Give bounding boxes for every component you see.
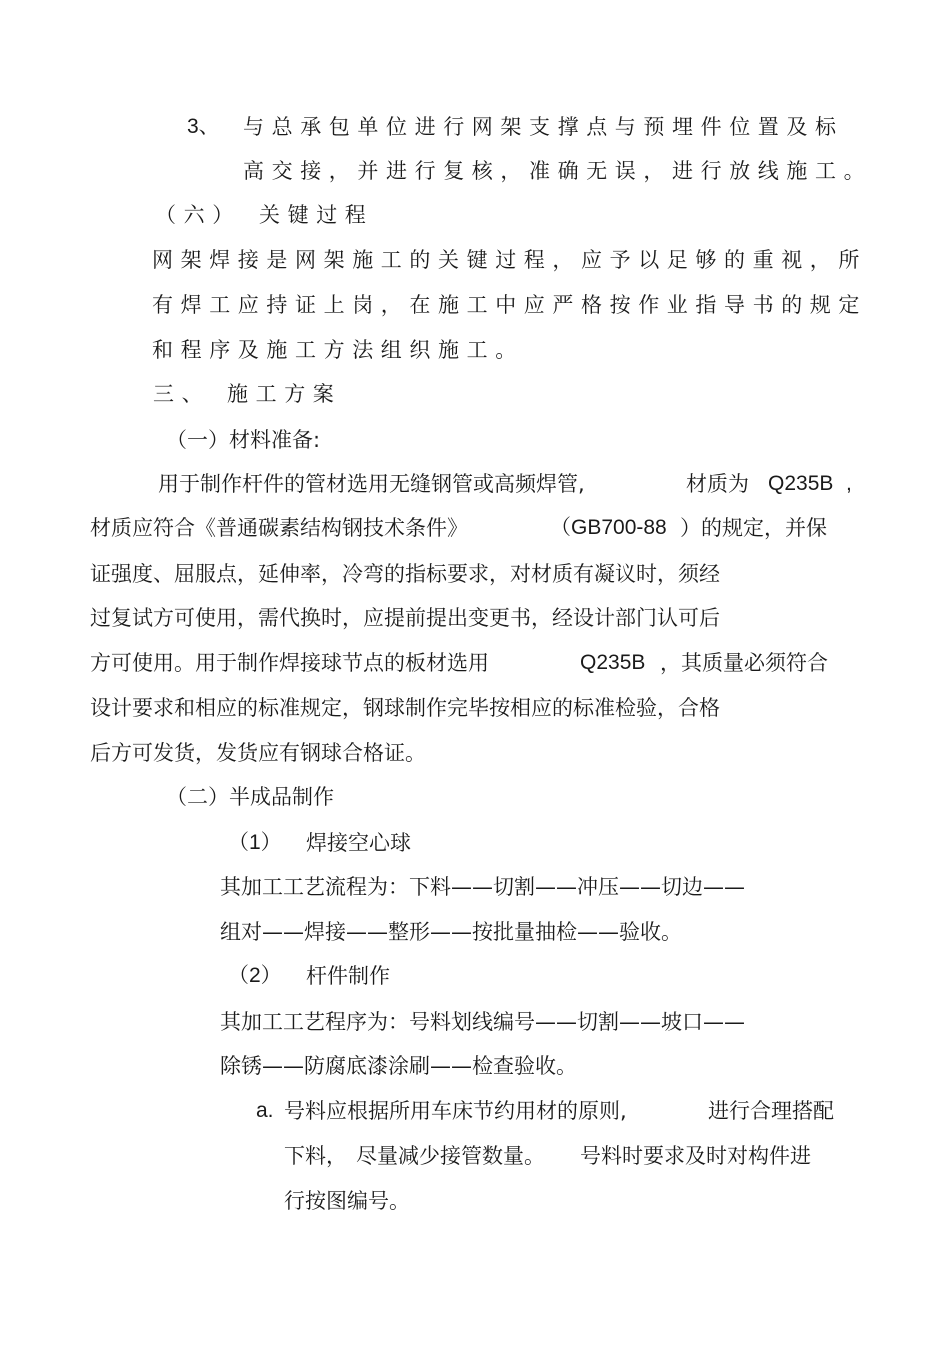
paragraph-text: 号料时要求及时对构件进 xyxy=(580,1144,811,1168)
section-number: （六） xyxy=(155,203,241,227)
paragraph-line: 行按图编号。 xyxy=(284,1189,410,1213)
item-number: （1） xyxy=(228,831,282,854)
paragraph-line: 号料应根据所用车床节约用材的原则, xyxy=(284,1099,627,1123)
subsection-heading: （一）材料准备: xyxy=(166,428,321,452)
process-line: 组对——焊接——整形——按批量抽检——验收。 xyxy=(220,920,682,944)
paragraph-line: 有焊工应持证上岗，在施工中应严格按作业指导书的规定 xyxy=(152,293,867,317)
paragraph-line: 网架焊接是网架施工的关键过程，应予以足够的重视，所 xyxy=(152,248,867,272)
paragraph-text: 进行合理搭配 xyxy=(708,1099,834,1123)
item-number: 3、 xyxy=(187,115,220,138)
paragraph-text: 尽量减少接管数量。 xyxy=(356,1144,545,1168)
process-line: 其加工工艺程序为：号料划线编号——切割——坡口—— xyxy=(220,1010,745,1034)
process-line: 其加工工艺流程为：下料——切割——冲压——切边—— xyxy=(220,875,745,899)
paragraph-line: 用于制作杆件的管材选用无缝钢管或高频焊管, xyxy=(158,472,585,496)
item-title: 杆件制作 xyxy=(306,964,390,988)
paragraph-line: 方可使用。用于制作焊接球节点的板材选用 xyxy=(90,651,489,675)
standard-code: （GB700-88 xyxy=(550,516,667,539)
paragraph-text: ，其质量必须符合 xyxy=(660,651,828,675)
chapter-number: 三、 xyxy=(153,382,211,406)
paragraph-text: , xyxy=(846,472,852,495)
material-grade: Q235B xyxy=(580,651,646,674)
item-text-line: 与总承包单位进行网架支撑点与预埋件位置及标 xyxy=(243,115,844,139)
paragraph-line: 证强度、屈服点，延伸率，冷弯的指标要求，对材质有凝议时，须经 xyxy=(90,562,720,586)
paragraph-line: 后方可发货，发货应有钢球合格证。 xyxy=(90,741,426,765)
chapter-title: 施工方案 xyxy=(227,382,342,406)
item-number: （2） xyxy=(228,964,282,987)
paragraph-text: ）的规定，并保 xyxy=(680,516,827,540)
item-text-line: 高交接，并进行复核，准确无误，进行放线施工。 xyxy=(243,159,873,183)
paragraph-text: 材质为 xyxy=(686,472,749,496)
paragraph-line: 设计要求和相应的标准规定，钢球制作完毕按相应的标准检验，合格 xyxy=(90,696,720,720)
material-grade: Q235B xyxy=(768,472,834,495)
section-title: 关键过程 xyxy=(259,203,374,227)
paragraph-line: 过复试方可使用，需代换时，应提前提出变更书，经设计部门认可后 xyxy=(90,606,720,630)
paragraph-line: 下料， xyxy=(284,1144,347,1168)
item-title: 焊接空心球 xyxy=(306,831,411,855)
paragraph-line: 材质应符合《普通碳素结构钢技术条件》 xyxy=(90,516,468,540)
list-marker: a. xyxy=(256,1099,274,1122)
subsection-heading: （二）半成品制作 xyxy=(166,785,334,809)
paragraph-line: 和程序及施工方法组织施工。 xyxy=(152,338,524,362)
process-line: 除锈——防腐底漆涂刷——检查验收。 xyxy=(220,1054,577,1078)
